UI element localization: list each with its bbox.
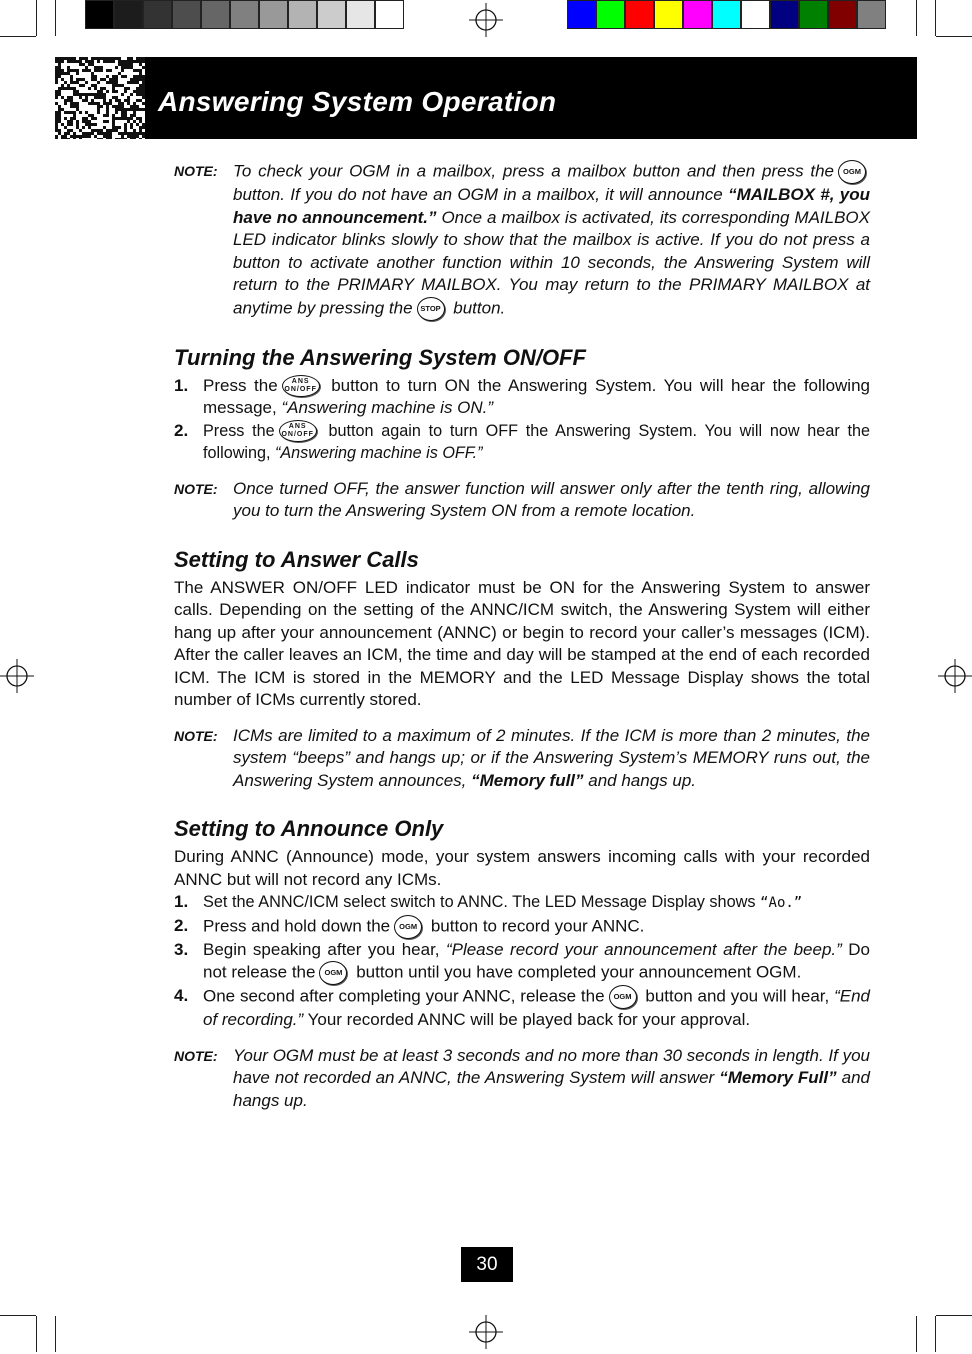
calibration-swatch — [654, 0, 683, 29]
note-ogm-check: NOTE: To check your OGM in a mailbox, press a mailbox button and then press the OGM button. If you do not have an OGM in a mailbox, it will announce “MAILBOX #, you have no announcement.” Once a mailbox is activated, its corresponding MAILBOX LED indicator blinks slowly to show that the mailbox is active. If you do not press a button to activate another function within 10 seconds, the Answering System will return to the PRIMARY MAILBOX. You may return to the PRIMARY MAILBOX at anytime by pressing the STOP button. — [174, 160, 870, 321]
list-item: 1. Set the ANNC/ICM select switch to ANNC. The LED Message Display shows “Ao.” — [174, 892, 803, 912]
answer-calls-body: The ANSWER ON/OFF LED indicator must be ON for the Answering System to answer calls. Depending on the setting of the ANNC/ICM switch, the Answering System will either hang up after your announcement (ANNC) or begin to record your caller’s messages (ICM). After the caller leaves an ICM, the time and day will be stamped at the end of each recorded ICM. The ICM is stored in the MEMORY and the LED Message Display shows the total number of ICMs currently stored. — [174, 577, 870, 710]
calibration-swatch — [143, 0, 172, 29]
ans-on-off-button-icon: ANS ON/OFF — [282, 375, 320, 397]
registration-mark-bottom — [469, 1315, 503, 1349]
calibration-swatch — [172, 0, 201, 29]
calibration-swatch — [596, 0, 625, 29]
note-icm-limit: NOTE: ICMs are limited to a maximum of 2 minutes. If the ICM is more than 2 minutes, the system “beeps” and hangs up; or if the Answering System’s MEMORY runs out, the Answering System announces, “Memory full” and hangs up. — [174, 725, 870, 790]
section-heading-on-off: Turning the Answering System ON/OFF — [174, 344, 586, 370]
dot-pattern-graphic — [55, 57, 145, 139]
page-title: Answering System Operation — [158, 86, 557, 117]
calibration-swatch — [741, 0, 770, 29]
calibration-swatch — [683, 0, 712, 29]
calibration-swatch — [259, 0, 288, 29]
ogm-button-icon: OGM — [319, 961, 347, 985]
stop-button-icon: STOP — [417, 297, 445, 321]
page-content — [174, 160, 870, 1112]
calibration-swatch — [625, 0, 654, 29]
calibration-swatch — [230, 0, 259, 29]
registration-mark-right — [938, 659, 972, 693]
calibration-swatch — [114, 0, 143, 29]
registration-mark-left — [0, 659, 34, 693]
list-item: 4. One second after completing your ANNC, release the OGM button and you will hear, “End of recording.” Your recorded ANNC will be played back for your approval. — [174, 986, 870, 1030]
note-ogm-length: NOTE: Your OGM must be at least 3 seconds and no more than 30 seconds in length. If you have not recorded an ANNC, the Answering System will answer “Memory Full” and hangs up. — [174, 1045, 870, 1110]
ogm-button-icon: OGM — [394, 915, 422, 939]
list-item: 2. Press and hold down the OGM button to record your ANNC. — [174, 915, 870, 939]
ans-on-off-button-icon: ANS ON/OFF — [279, 420, 317, 442]
color-calibration-bar — [567, 0, 886, 29]
calibration-swatch — [317, 0, 346, 29]
list-item: 2. Press the ANS ON/OFF button again to turn OFF the Answering System. You will now hear the following, “Answering machine is OFF.” — [174, 420, 870, 463]
calibration-swatch — [346, 0, 375, 29]
calibration-swatch — [201, 0, 230, 29]
calibration-swatch — [799, 0, 828, 29]
calibration-swatch — [375, 0, 404, 29]
section-heading-announce-only: Setting to Announce Only — [174, 816, 444, 842]
calibration-swatch — [288, 0, 317, 29]
announce-steps — [174, 891, 870, 1032]
note-turned-off: NOTE: Once turned OFF, the answer function will answer only after the tenth ring, allowing you to turn the Answering System ON from a remote location. — [174, 478, 870, 521]
note-label: NOTE: — [174, 163, 218, 179]
list-item: 1. Press the ANS ON/OFF button to turn ON the Answering System. You will hear the following message, “Answering machine is ON.” — [174, 375, 870, 418]
calibration-swatch — [828, 0, 857, 29]
calibration-swatch — [85, 0, 114, 29]
section-heading-answer-calls: Setting to Answer Calls — [174, 546, 419, 572]
announce-only-body: During ANNC (Announce) mode, your system answers incoming calls with your recorded ANNC but will not record any ICMs. — [174, 847, 870, 889]
list-item: 3. Begin speaking after you hear, “Please record your announcement after the beep.” Do not release the OGM button until you have completed your announcement OGM. — [174, 939, 870, 986]
page-number: 30 — [461, 1247, 513, 1282]
calibration-swatch — [567, 0, 596, 29]
registration-mark-top — [469, 3, 503, 37]
calibration-swatch — [712, 0, 741, 29]
on-off-steps — [174, 375, 870, 465]
calibration-swatch — [770, 0, 799, 29]
calibration-swatch — [857, 0, 886, 29]
led-display-text: “Ao.” — [760, 895, 803, 912]
grayscale-calibration-bar — [85, 0, 404, 29]
ogm-button-icon: OGM — [609, 985, 637, 1009]
ogm-button-icon: OGM — [838, 160, 866, 184]
